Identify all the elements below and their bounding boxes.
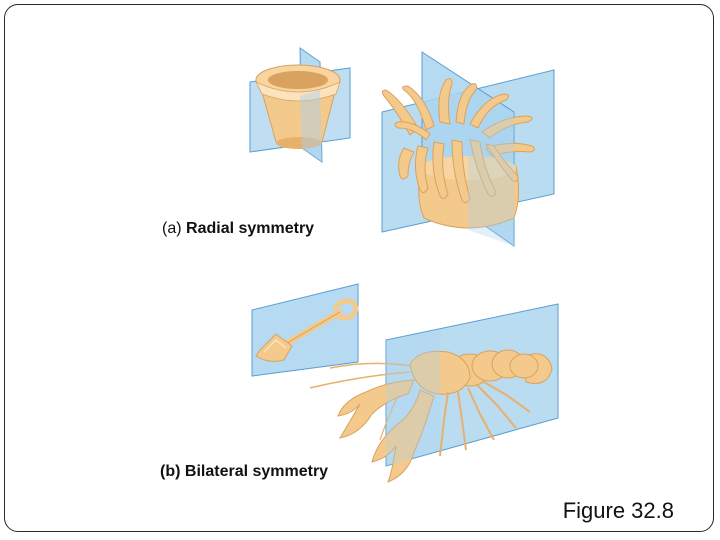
caption-a-title: Radial symmetry	[186, 220, 315, 237]
shovel-illustration	[252, 284, 358, 376]
sea-anemone-illustration	[382, 52, 554, 246]
flower-pot-illustration	[250, 48, 350, 162]
caption-b-title: Bilateral symmetry	[184, 463, 329, 480]
figure-number: Figure 32.8	[562, 498, 674, 523]
caption-bilateral-symmetry	[160, 463, 328, 481]
pot-opening	[268, 71, 328, 89]
caption-a-letter: (a)	[162, 220, 182, 237]
caption-b-letter: (b)	[160, 463, 181, 480]
caption-radial-symmetry	[162, 220, 314, 238]
